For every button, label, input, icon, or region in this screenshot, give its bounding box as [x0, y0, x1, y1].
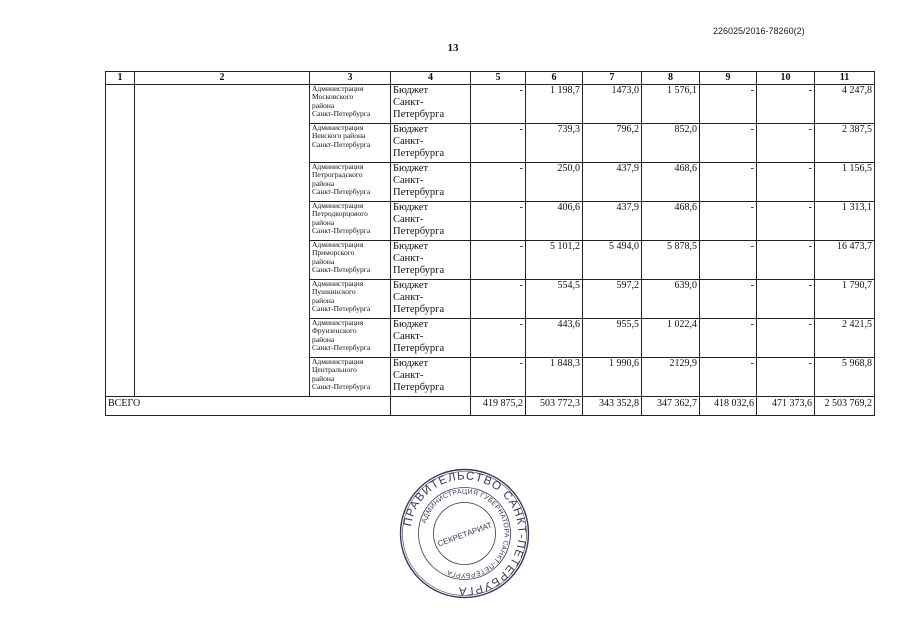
value-cell-c8: 468,6: [642, 163, 700, 202]
administration-line: Администрация: [312, 357, 364, 366]
total-value-c5: 419 875,2: [471, 397, 526, 416]
value-cell-c6: 250,0: [526, 163, 583, 202]
value-cell-c11: 4 247,8: [815, 85, 875, 124]
value-cell-c8: 852,0: [642, 124, 700, 163]
budget-line: Санкт-: [393, 253, 424, 264]
value-cell-c9: -: [700, 319, 757, 358]
value-cell-c7: 5 494,0: [583, 241, 642, 280]
total-value-c7: 343 352,8: [583, 397, 642, 416]
value-cell-c8: 5 878,5: [642, 241, 700, 280]
total-label: ВСЕГО: [106, 397, 391, 416]
value-cell-c9: -: [700, 280, 757, 319]
value-cell-c7: 1473,0: [583, 85, 642, 124]
value-cell-c11: 2 387,5: [815, 124, 875, 163]
budget-line: Петербурга: [393, 187, 445, 198]
administration-line: района: [312, 373, 335, 383]
value-cell-c10: -: [757, 358, 815, 397]
budget-line: Петербурга: [393, 109, 445, 120]
column-header: 7: [583, 72, 642, 85]
administration-line: Администрация: [312, 123, 364, 132]
value-cell-c10: -: [757, 280, 815, 319]
administration-cell: [310, 85, 391, 124]
column-header: 8: [642, 72, 700, 85]
document-number: 226025/2016-78260(2): [713, 26, 805, 36]
value-cell-c5: -: [471, 358, 526, 397]
budget-source-cell: [391, 85, 471, 124]
value-cell-c8: 639,0: [642, 280, 700, 319]
administration-line: Приморского: [312, 248, 355, 258]
administration-line: Санкт-Петербурга: [312, 264, 371, 274]
administration-line: Пушкинского: [312, 287, 356, 297]
value-cell-c10: -: [757, 241, 815, 280]
total-row: [106, 397, 875, 416]
stamp-outer-text: ПРАВИТЕЛЬСТВО САНКТ-ПЕТЕРБУРГА: [401, 470, 528, 597]
administration-line: Администрация: [312, 240, 364, 249]
budget-line: Бюджет: [393, 319, 429, 330]
administration-line: Санкт-Петербурга: [312, 186, 371, 196]
administration-line: Санкт-Петербурга: [312, 303, 371, 313]
value-cell-c8: 1 576,1: [642, 85, 700, 124]
budget-line: Петербурга: [393, 226, 445, 237]
value-cell-c6: 1 848,3: [526, 358, 583, 397]
value-cell-c7: 437,9: [583, 202, 642, 241]
value-cell-c9: -: [700, 241, 757, 280]
administration-cell: [310, 124, 391, 163]
budget-line: Санкт-: [393, 214, 424, 225]
value-cell-c7: 597,2: [583, 280, 642, 319]
administration-cell: [310, 163, 391, 202]
budget-table: [105, 71, 875, 416]
budget-source-cell: [391, 202, 471, 241]
value-cell-c6: 554,5: [526, 280, 583, 319]
value-cell-c11: 1 790,7: [815, 280, 875, 319]
budget-line: Петербурга: [393, 343, 445, 354]
column-header: 6: [526, 72, 583, 85]
administration-line: Администрация: [312, 84, 364, 93]
budget-source-cell: [391, 241, 471, 280]
administration-line: района: [312, 295, 335, 305]
budget-line: Бюджет: [393, 202, 429, 213]
value-cell-c7: 796,2: [583, 124, 642, 163]
column-header: 11: [815, 72, 875, 85]
administration-line: Центрального: [312, 365, 357, 375]
value-cell-c6: 443,6: [526, 319, 583, 358]
value-cell-c5: -: [471, 163, 526, 202]
total-value-c8: 347 362,7: [642, 397, 700, 416]
administration-line: Санкт-Петербурга: [312, 342, 371, 352]
value-cell-c11: 2 421,5: [815, 319, 875, 358]
value-cell-c5: -: [471, 85, 526, 124]
budget-source-cell: [391, 319, 471, 358]
administration-line: района: [312, 256, 335, 266]
value-cell-c6: 739,3: [526, 124, 583, 163]
administration-line: Администрация: [312, 162, 364, 171]
budget-line: Санкт-: [393, 97, 424, 108]
administration-line: района: [312, 217, 335, 227]
budget-line: Бюджет: [393, 241, 429, 252]
total-value-c11: 2 503 769,2: [815, 397, 875, 416]
budget-line: Петербурга: [393, 382, 445, 393]
total-empty-cell: [391, 397, 471, 416]
value-cell-c8: 468,6: [642, 202, 700, 241]
budget-line: Санкт-: [393, 331, 424, 342]
value-cell-c6: 1 198,7: [526, 85, 583, 124]
total-value-c6: 503 772,3: [526, 397, 583, 416]
budget-source-cell: [391, 358, 471, 397]
budget-line: Петербурга: [393, 304, 445, 315]
column-header: 5: [471, 72, 526, 85]
value-cell-c10: -: [757, 202, 815, 241]
budget-line: Бюджет: [393, 124, 429, 135]
column-header: 10: [757, 72, 815, 85]
budget-source-cell: [391, 163, 471, 202]
budget-source-cell: [391, 280, 471, 319]
administration-cell: [310, 280, 391, 319]
total-value-c10: 471 373,6: [757, 397, 815, 416]
column-header: 9: [700, 72, 757, 85]
budget-line: Петербурга: [393, 148, 445, 159]
value-cell-c10: -: [757, 124, 815, 163]
administration-line: Невского района: [312, 131, 366, 141]
budget-line: Бюджет: [393, 163, 429, 174]
administration-line: Администрация: [312, 318, 364, 327]
table-row: [106, 85, 875, 124]
administration-cell: [310, 241, 391, 280]
column-header: 2: [135, 72, 310, 85]
budget-line: Санкт-: [393, 370, 424, 381]
budget-line: Санкт-: [393, 292, 424, 303]
value-cell-c9: -: [700, 358, 757, 397]
value-cell-c6: 5 101,2: [526, 241, 583, 280]
budget-line: Петербурга: [393, 265, 445, 276]
total-value-c9: 418 032,6: [700, 397, 757, 416]
value-cell-c9: -: [700, 202, 757, 241]
administration-line: Санкт-Петербурга: [312, 225, 371, 235]
value-cell-c6: 406,6: [526, 202, 583, 241]
value-cell-c7: 1 990,6: [583, 358, 642, 397]
value-cell-c10: -: [757, 319, 815, 358]
value-cell-c5: -: [471, 319, 526, 358]
budget-line: Бюджет: [393, 85, 429, 96]
value-cell-c5: -: [471, 124, 526, 163]
value-cell-c7: 437,9: [583, 163, 642, 202]
value-cell-c5: -: [471, 241, 526, 280]
value-cell-c5: -: [471, 202, 526, 241]
value-cell-c9: -: [700, 163, 757, 202]
stamp-center-text: СЕКРЕТАРИАТ: [436, 520, 494, 549]
administration-line: Администрация: [312, 279, 364, 288]
measure-name-cell: [135, 85, 310, 397]
administration-line: Санкт-Петербурга: [312, 108, 371, 118]
column-header: 3: [310, 72, 391, 85]
value-cell-c10: -: [757, 85, 815, 124]
page-number: 13: [447, 42, 459, 54]
value-cell-c11: 16 473,7: [815, 241, 875, 280]
value-cell-c10: -: [757, 163, 815, 202]
administration-line: Петродворцового: [312, 209, 368, 219]
row-number-cell: [106, 85, 135, 397]
administration-cell: [310, 202, 391, 241]
value-cell-c11: 1 156,5: [815, 163, 875, 202]
administration-line: района: [312, 100, 335, 110]
administration-line: Фрунзенского: [312, 326, 357, 336]
administration-line: Петроградского: [312, 170, 363, 180]
value-cell-c7: 955,5: [583, 319, 642, 358]
administration-line: района: [312, 334, 335, 344]
value-cell-c9: -: [700, 85, 757, 124]
administration-line: Администрация: [312, 201, 364, 210]
administration-line: Московского: [312, 92, 354, 102]
budget-source-cell: [391, 124, 471, 163]
value-cell-c8: 2129,9: [642, 358, 700, 397]
value-cell-c9: -: [700, 124, 757, 163]
administration-cell: [310, 358, 391, 397]
budget-line: Бюджет: [393, 280, 429, 291]
administration-cell: [310, 319, 391, 358]
secretariat-stamp: [398, 467, 531, 600]
value-cell-c11: 1 313,1: [815, 202, 875, 241]
column-header: 4: [391, 72, 471, 85]
stamp-inner-text: АДМИНИСТРАЦИЯ ГУБЕРНАТОРА САНКТ-ПЕТЕРБУРГА: [420, 488, 510, 579]
column-header: 1: [106, 72, 135, 85]
header-row: [106, 72, 875, 85]
value-cell-c5: -: [471, 280, 526, 319]
administration-line: Санкт-Петербурга: [312, 381, 371, 391]
budget-line: Санкт-: [393, 136, 424, 147]
value-cell-c11: 5 968,8: [815, 358, 875, 397]
value-cell-c8: 1 022,4: [642, 319, 700, 358]
administration-line: района: [312, 178, 335, 188]
budget-line: Бюджет: [393, 358, 429, 369]
budget-line: Санкт-: [393, 175, 424, 186]
administration-line: Санкт-Петербурга: [312, 139, 371, 149]
